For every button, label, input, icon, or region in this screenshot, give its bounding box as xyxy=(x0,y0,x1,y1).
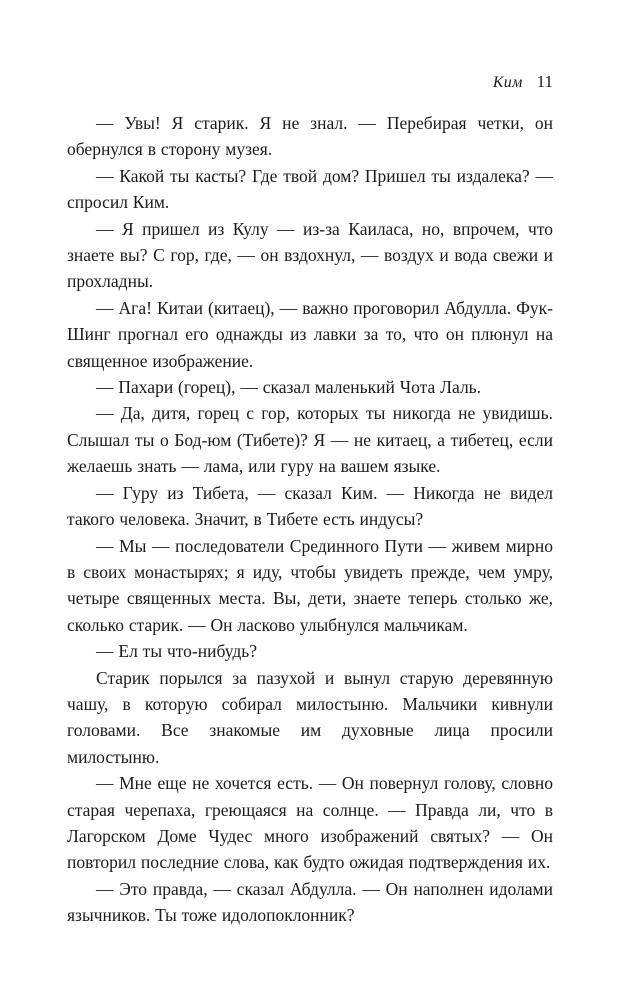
paragraph: Старик порылся за пазухой и вынул старую деревянную чашу, в которую собирал милостыню. Мальчики кивнули головами. Все знакомые им духовные лица просили милостыню. xyxy=(67,667,553,767)
paragraph: — Я пришел из Кулу — из-за Каиласа, но, впрочем, что знаете вы? С гор, где, — он вздохнул, — воздух и вода свежи и прохладны. xyxy=(67,218,553,292)
paragraph: — Да, дитя, горец с гор, которых ты никогда не увидишь. Слышал ты о Бод-юм (Тибете)? Я — не китаец, а тибетец, если желаешь знать — лама, или гуру на вашем языке. xyxy=(67,403,553,477)
paragraph: — Мы — последователи Срединного Пути — живем мирно в своих монастырях; я иду, чтобы увидеть прежде, чем умру, четыре священных места. Вы, дети, знаете теперь столько же, сколько старик. — Он ласково улыбнулся мальчикам. xyxy=(67,535,553,635)
page-number: 11 xyxy=(536,72,553,91)
paragraph: — Гуру из Тибета, — сказал Ким. — Никогда не видел такого человека. Значит, в Тибете есть индусы? xyxy=(67,482,553,530)
paragraph: — Увы! Я старик. Я не знал. — Перебирая четки, он обернулся в сторону музея. xyxy=(67,113,553,160)
paragraph: — Ел ты что-нибудь? xyxy=(96,641,258,662)
page-header xyxy=(67,72,553,92)
paragraph: — Ага! Китаи (китаец), — важно проговорил Абдулла. Фук-Шинг прогнал его однажды из лавки за то, что он плюнул на священное изображение. xyxy=(67,297,553,371)
body-text xyxy=(67,110,553,929)
paragraph: — Какой ты касты? Где твой дом? Пришел ты издалека? — спросил Ким. xyxy=(67,165,553,213)
paragraph: — Пахари (горец), — сказал маленький Чота Лаль. xyxy=(96,377,482,398)
paragraph: — Мне еще не хочется есть. — Он повернул голову, словно старая черепаха, греющаяся на солнце. — Правда ли, что в Лагорском Доме Чудес много изображений святых? — Он повторил последние слова, как будто ожидая подтверждения их. xyxy=(67,773,553,873)
running-title: Ким xyxy=(492,74,523,91)
paragraph: — Это правда, — сказал Абдулла. — Он наполнен идолами язычников. Ты тоже идолопоклонник? xyxy=(67,878,553,926)
